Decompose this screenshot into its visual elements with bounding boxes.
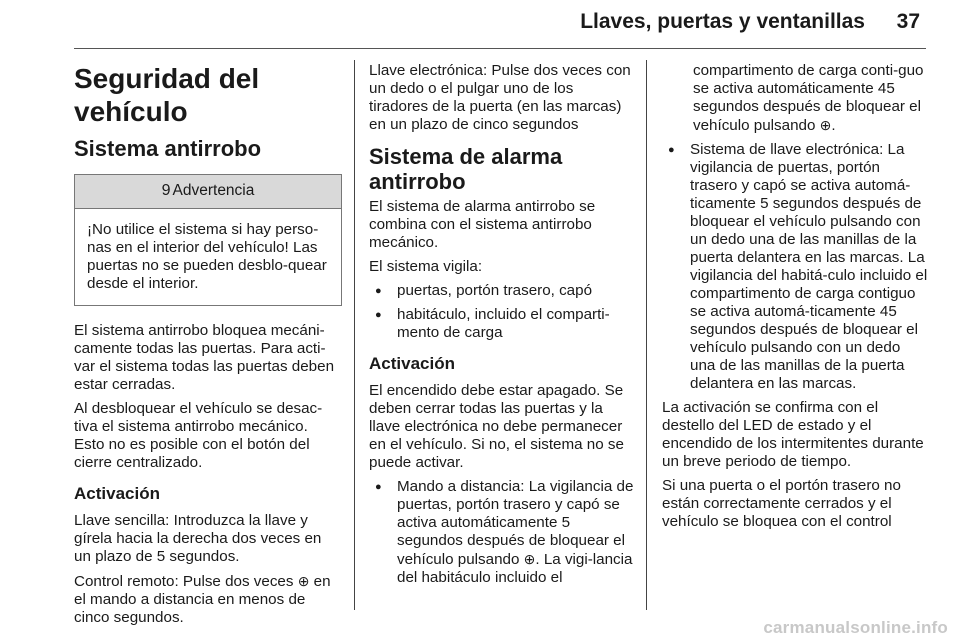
lock-button-icon: ⊕ <box>297 573 310 589</box>
warning-heading: Advertencia <box>172 182 255 199</box>
page-header-title: Llaves, puertas y ventanillas <box>580 10 865 33</box>
paragraph: El sistema antirrobo bloquea mecáni-camente todas las puertas. Para acti-var el sistema todas las puertas deben estar cerradas. <box>74 322 335 393</box>
continued-list <box>662 62 928 393</box>
lock-button-icon: ⊕ <box>819 117 832 133</box>
paragraph <box>74 572 342 627</box>
paragraph: Al desbloquear el vehículo se desac-tiva el sistema antirrobo mecánico. Esto no es posible con el botón del cierre centralizado. <box>74 400 323 471</box>
text-run: Control remoto: Pulse dos veces <box>74 573 298 590</box>
page-number: 37 <box>896 10 920 33</box>
paragraph: El encendido debe estar apagado. Se deben cerrar todas las puertas y la llave electrónica no debe permanecer en el vehículo. Si no, el sistema no se puede activar. <box>369 382 624 471</box>
activation-heading: Activación <box>74 484 160 503</box>
paragraph: El sistema de alarma antirrobo se combina con el sistema antirrobo mecánico. <box>369 198 596 251</box>
warning-text: ¡No utilice el sistema si hay perso-nas en el interior del vehículo! Las puertas no se pueden desblo-quear desde el interior. <box>87 221 327 292</box>
list-item: ● puertas, portón trasero, capó <box>369 282 635 300</box>
paragraph: Llave sencilla: Introduzca la llave y gírela hacia la derecha dos veces en un plazo de 5 segundos. <box>74 512 322 565</box>
watch-list <box>369 282 635 342</box>
text-run: en el mando a distancia en menos de cinco segundos. <box>74 573 331 626</box>
warning-icon: 9 <box>161 182 171 199</box>
warning-box <box>74 174 342 306</box>
list-item-continued <box>662 62 928 135</box>
lock-button-icon: ⊕ <box>523 551 536 567</box>
warning-header <box>75 175 341 209</box>
list-item: ● Sistema de llave electrónica: La vigilancia de puertas, portón trasero y capó se activa automá-ticamente 5 segundos después de bloquear el vehículo pulsando con un dedo una de las manillas de la puerta delantera en las marcas. La vigilancia del habitá-culo incluido el compartimento de carga contiguo se activa automá-ticamente 45 segundos después de bloquear el vehículo pulsando con un dedo una de las manillas de la puerta delantera en las marcas. <box>662 141 928 393</box>
column-divider-1 <box>354 60 355 610</box>
paragraph: Llave electrónica: Pulse dos veces con un dedo o el pulgar uno de los tiradores de la puerta (en las marcas) en un plazo de cinco segundos <box>369 62 631 133</box>
activation-heading: Activación <box>369 354 455 373</box>
watermark: carmanualsonline.info <box>763 618 948 637</box>
activation-list <box>369 478 635 587</box>
text-run: . <box>831 117 836 134</box>
subsection-title: Sistema antirrobo <box>74 136 262 161</box>
list-item <box>369 478 635 587</box>
paragraph: Si una puerta o el portón trasero no están correctamente cerrados y el vehículo se bloquea con el control <box>662 477 901 530</box>
text-run: Mando a distancia: La vigilancia de puertas, portón trasero y capó se activa automáticamente 5 segundos después de bloquear el vehículo pulsando <box>397 478 634 568</box>
paragraph: El sistema vigila: <box>369 258 483 275</box>
paragraph: La activación se confirma con el destello del LED de estado y el encendido de los intermitentes durante un breve periodo de tiempo. <box>662 399 924 470</box>
column-divider-2 <box>646 60 647 610</box>
text-run: . La vigi-lancia del habitáculo incluido el <box>397 551 633 586</box>
list-item: ● habitáculo, incluido el comparti-mento de carga <box>369 306 635 342</box>
header-rule <box>74 48 926 49</box>
column-1 <box>74 62 342 633</box>
text-run: compartimento de carga conti-guo se activa automáticamente 45 segundos después de bloquear el vehículo pulsando <box>693 62 924 134</box>
section-title: Seguridad del vehículo <box>74 63 260 127</box>
column-2 <box>369 62 635 593</box>
alarm-heading: Sistema de alarma antirrobo <box>369 144 563 194</box>
column-3 <box>662 62 928 537</box>
